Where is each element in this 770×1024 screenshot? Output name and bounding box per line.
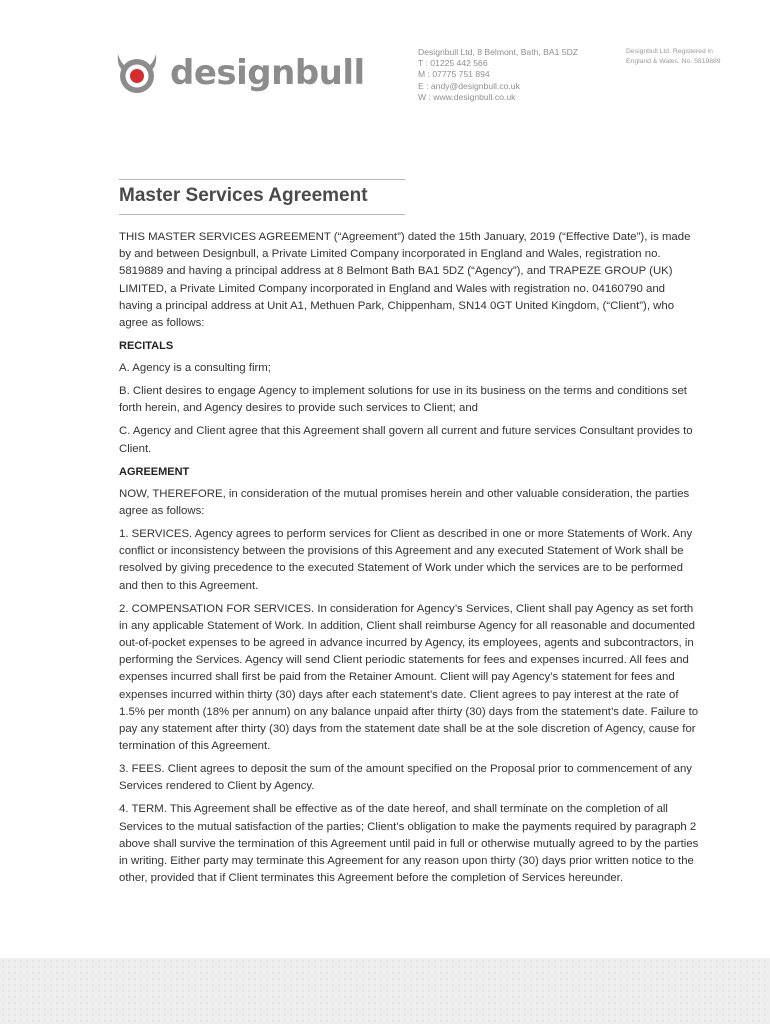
logo-text-design: design (170, 53, 295, 93)
intro-paragraph: THIS MASTER SERVICES AGREEMENT (“Agreement”) dated the 15th January, 2019 (“Effective Date”), is made by and between Designbull, a Private Limited Company incorporated in England and Wales, registration no. 5819889 and having a principal address at 8 Belmont Bath BA1 5DZ (“Agency”), and TRAPEZE GROUP (UK) LIMITED, a Private Limited Company incorporated in England and Wales with registration no. 04160790 and having a principal address at Unit A1, Methuen Park, Chippenham, SN14 0GT United Kingdom, (“Client”), who agree as follows: (119, 231, 691, 330)
clause-fees: 3. FEES. Client agrees to deposit the sum of the amount specified on the Proposal prior to commencement of any Services rendered to Client by Agency. (119, 763, 693, 793)
recital-c: C. Agency and Client agree that this Agreement shall govern all current and future services Consultant provides to Client. (119, 425, 693, 455)
contact-telephone: T : 01225 442 566 (418, 58, 488, 69)
agreement-body (119, 229, 701, 893)
recital-b: B. Client desires to engage Agency to implement solutions for use in its business on the terms and conditions set forth herein, and Agency desires to provide such services to Client; and (119, 385, 687, 415)
logo-text-bull: bull (294, 53, 365, 93)
recital-a: A. Agency is a consulting firm; (119, 362, 271, 375)
contact-address: Designbull Ltd, 8 Belmont, Bath, BA1 5DZ (418, 47, 579, 57)
clause-term: 4. TERM. This Agreement shall be effective as of the date hereof, and shall terminate on the completion of all Services to the mutual satisfaction of the parties; Client’s obligation to make the payments required by paragraph 2 above shall survive the termination of this Agreement until paid in full or otherwise mutually agreed to by the parties in writing. Either party may terminate this Agreement for any reason upon thirty (30) days prior written notice to the other, provided that if Client terminates this Agreement before the completion of Services hereunder. (119, 803, 699, 885)
contact-details (418, 47, 578, 103)
title-rule-bottom (119, 214, 405, 215)
company-logo (114, 50, 365, 96)
agreement-heading: AGREEMENT (119, 465, 190, 478)
clause-services: 1. SERVICES. Agency agrees to perform services for Client as described in one or more Statements of Work. Any conflict or inconsistency between the provisions of this Agreement and any executed Statement of Work shall be resolved by giving precedence to the executed Statement of Work under which the services are to be performed and then to this Agreement. (119, 528, 693, 592)
contact-website: W : www.designbull.co.uk (418, 91, 516, 102)
consideration-paragraph: NOW, THEREFORE, in consideration of the mutual promises herein and other valuable consideration, the parties agree as follows: (119, 487, 690, 518)
document-title: Master Services Agreement (119, 185, 368, 206)
clause-compensation: 2. COMPENSATION FOR SERVICES. In consideration for Agency’s Services, Client shall pay Agency as set forth in any applicable Statement of Work. In addition, Client shall reimburse Agency for all reasonable and documented out-of-pocket expenses to be agreed in advance incurred by Agency, its employees, agents and subcontractors, in performing the Services. Agency will send Client periodic statements for fees and expenses incurred. All fees and expenses incurred shall first be paid from the Retainer Amount. Client will pay Agency’s statement for fees and expenses incurred within thirty (30) days after each statement’s date. Client agrees to pay interest at the rate of 1.5% per month (18% per annum) on any balance unpaid after thirty (30) days from the statement’s date. Failure to pay any statement after thirty (30) days from the statement date shall be at the sole discretion of Agency, cause for termination of this Agreement. (119, 602, 699, 753)
bull-head-icon (114, 50, 160, 96)
title-rule-top (119, 179, 405, 180)
recitals-heading: RECITALS (119, 340, 174, 353)
page-footer-band (0, 958, 770, 1024)
contact-mobile: M : 07775 751 894 (418, 69, 490, 80)
contact-email: E : andy@designbull.co.uk (418, 80, 520, 91)
registration-note: Designbull Ltd. Registered in England & Wales. No. 5819889 (626, 48, 721, 65)
